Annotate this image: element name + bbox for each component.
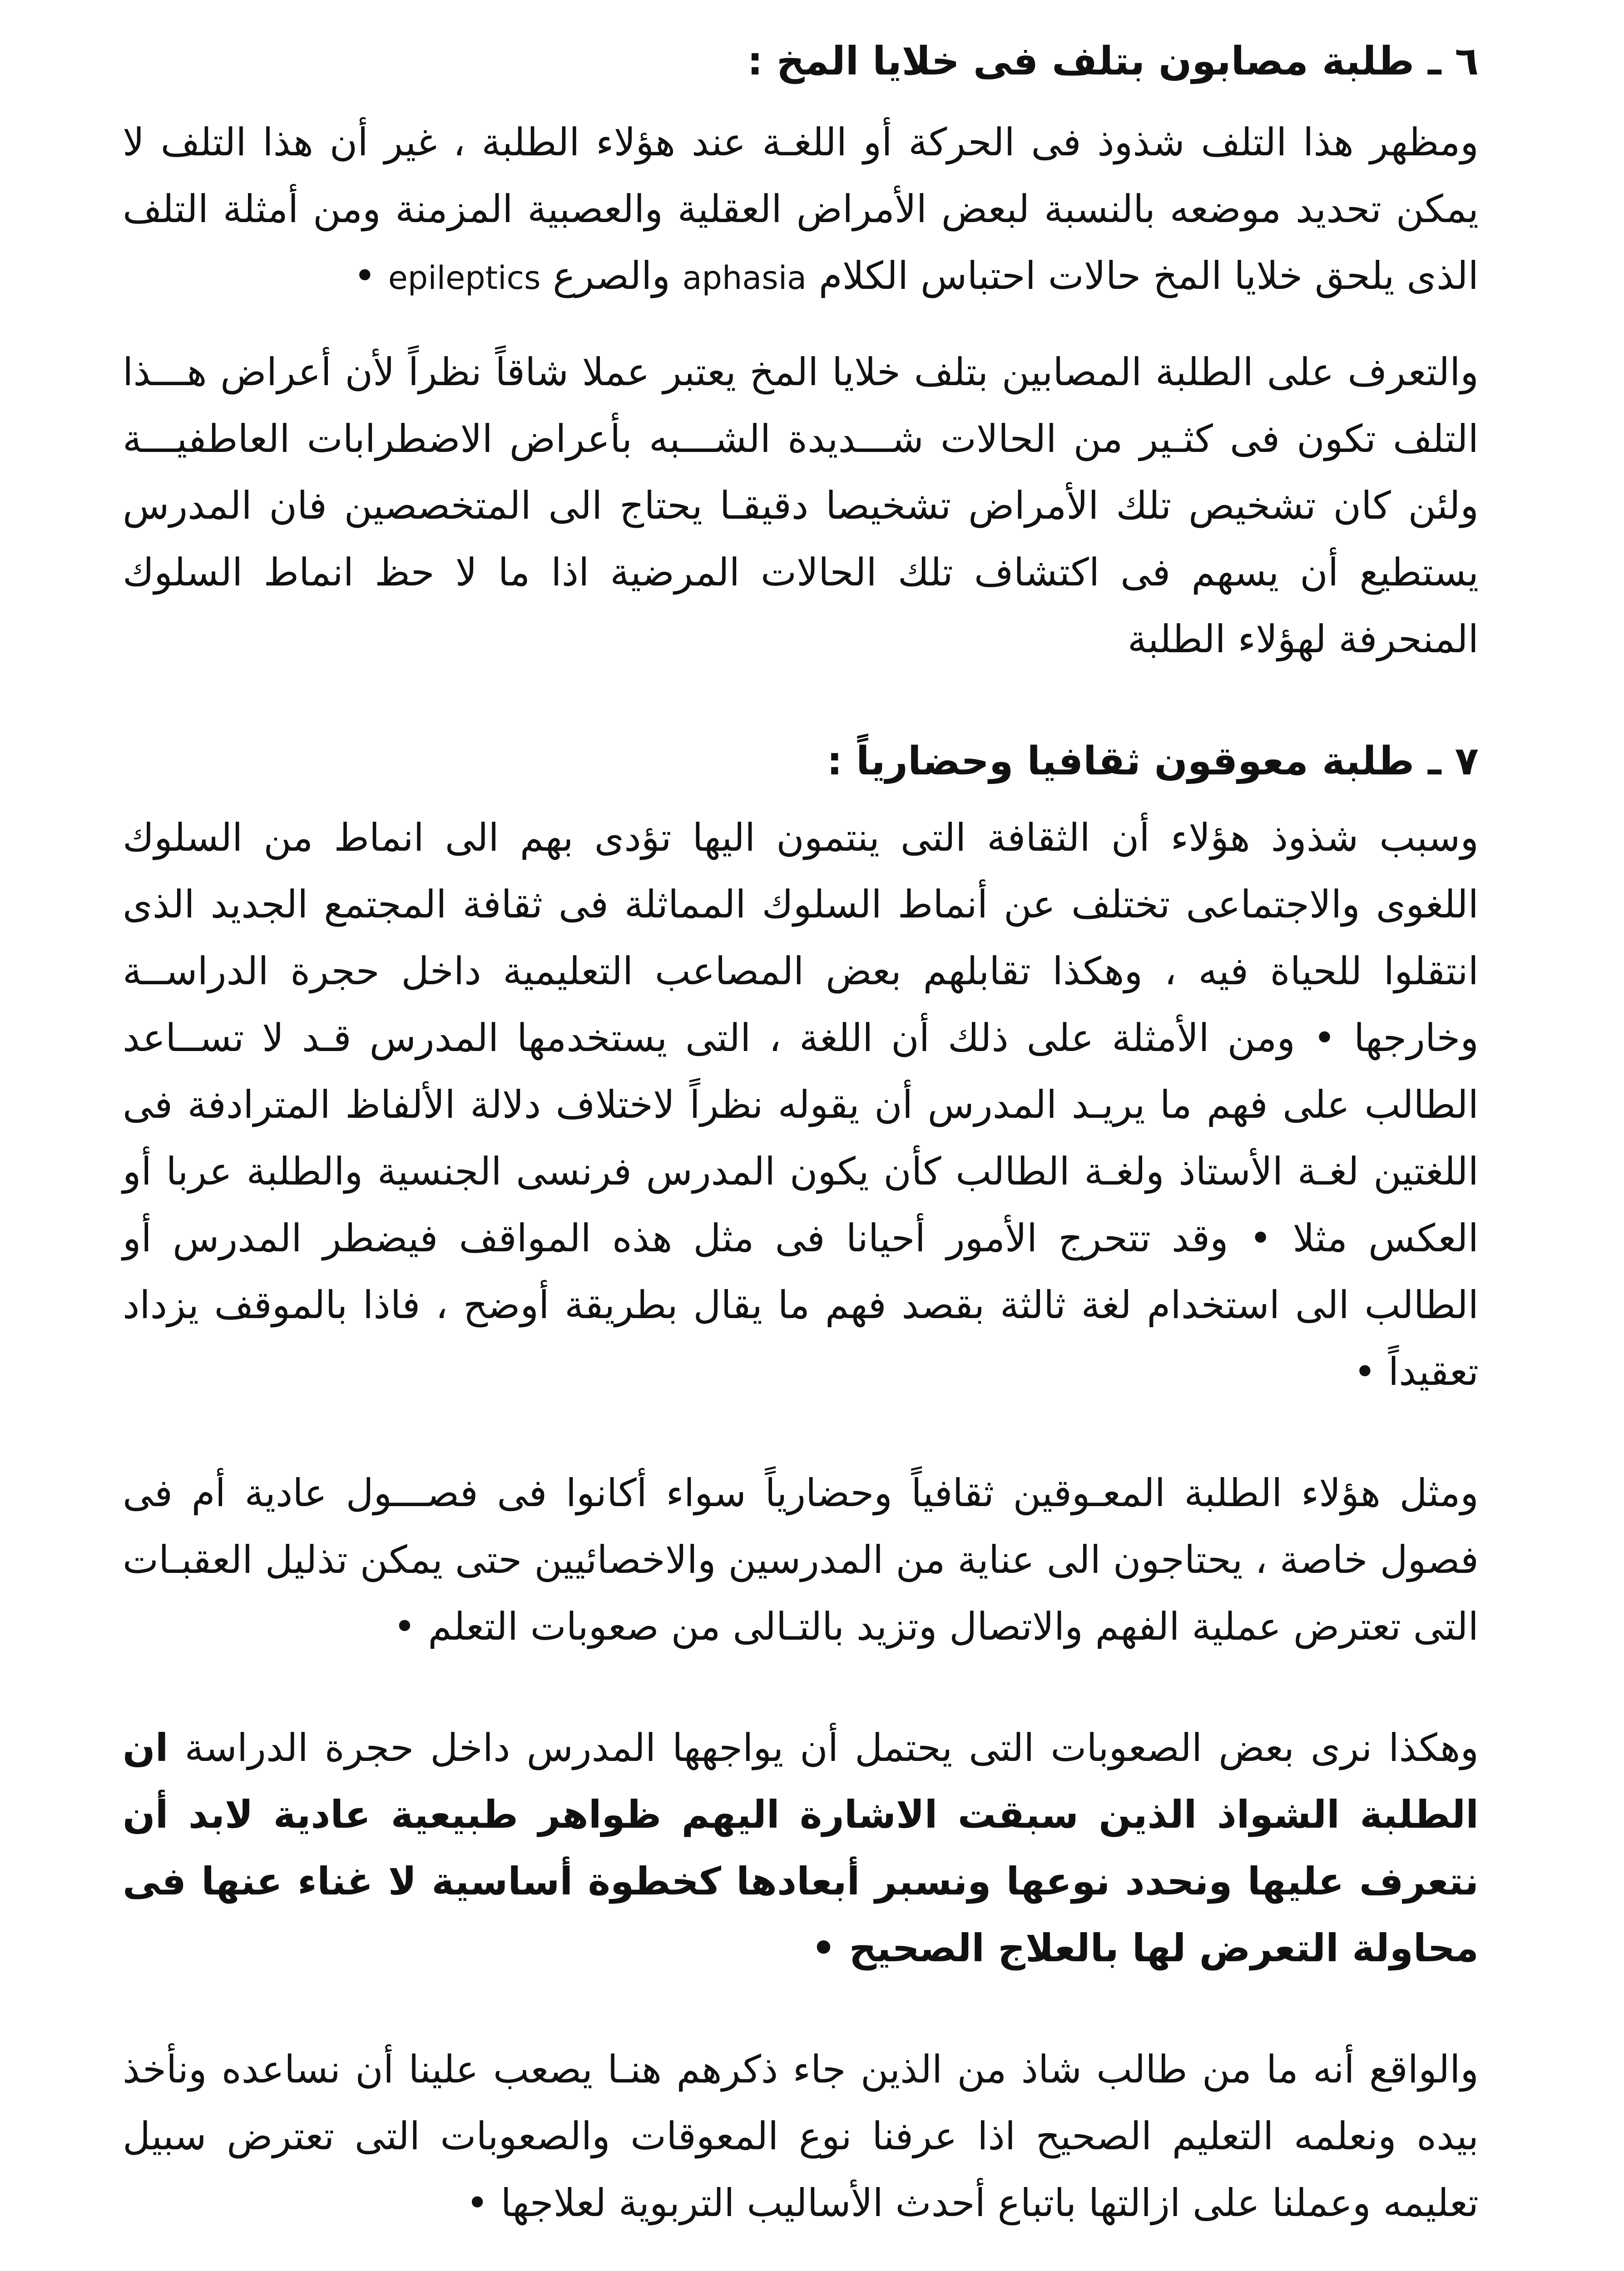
section-6-paragraph-1-end: •	[353, 253, 376, 298]
section-7-paragraph-3	[123, 1715, 1479, 1982]
section-6-heading: ٦ ـ طلبة مصابون بتلف فى خلايا المخ :	[747, 39, 1479, 84]
term-epileptics: epileptics	[388, 259, 541, 297]
section-7-paragraph-1: وسبب شذوذ هؤلاء أن الثقافة التى ينتمون اليها تؤدى بهم الى انماط من السلوك اللغوى والاجتماعى تختلف عن أنماط السلوك المماثلة فى ثقافة المجتمع الجديد الذى انتقلوا للحياة فيه ، وهكذا تقابلهم بعض المصاعب التعليمية داخل حجرة الدراســة وخارجها • ومن الأمثلة على ذلك أن اللغة ، التى يستخدمها المدرس قـد لا تســاعد الطالب على فهم ما يريـد المدرس أن يقوله نظراً لاختلاف دلالة الألفاظ المترادفة فى اللغتين لغـة الأستاذ ولغـة الطالب كأن يكون المدرس فرنسى الجنسية والطلبة عربا أو العكس مثلا • وقد تتحرج الأمور أحيانا فى مثل هذه المواقف فيضطر المدرس أو الطالب الى استخدام لغة ثالثة بقصد فهم ما يقال بطريقة أوضح ، فاذا بالموقف يزداد تعقيداً •	[123, 815, 1479, 1394]
section-7-paragraph-3-emphasis: ان الطلبة الشواذ الذين سبقت الاشارة اليهم ظواهر طبيعية عادية لابد أن نتعرف عليها ونحدد نوعها ونسبر أبعادها كخطوة أساسية لا غناء عنها فى محاولة التعرض لها بالعلاج الصحيح •	[123, 1726, 1479, 1970]
section-7-paragraph-4: والواقع أنه ما من طالب شاذ من الذين جاء ذكرهم هنـا يصعب علينا أن نساعده ونأخذ بيده ونعلمه التعليم الصحيح اذا عرفنا نوع المعوقات والصعوبات التى تعترض سبيل تعليمه وعملنا على ازالتها باتباع أحدث الأساليب التربوية لعلاجها •	[123, 2047, 1479, 2225]
term-aphasia: aphasia	[682, 259, 807, 297]
document-page	[123, 27, 1479, 2271]
section-7-heading: ٧ ـ طلبة معوقون ثقافيا وحضارياً :	[827, 739, 1479, 784]
section-6-paragraph-1	[123, 109, 1479, 312]
section-6-paragraph-1-text-a: ومظهر هذا التلف شذوذ فى الحركة أو اللغـة عند هؤلاء الطلبة ، غير أن هذا التلف لا يمكن تحديد موضعه بالنسبة لبعض الأمراض العقلية والعصبية المزمنة ومن أمثلة التلف الذى يلحق خلايا المخ حالات احتباس الكلام	[123, 120, 1479, 298]
section-7-paragraph-2: ومثل هؤلاء الطلبة المعـوقين ثقافياً وحضارياً سواء أكانوا فى فصـــول عادية أم فى فصول خاصة ، يحتاجون الى عناية من المدرسين والاخصائيين حتى يمكن تذليل العقبـات التى تعترض عملية الفهم والاتصال وتزيد بالتـالى من صعوبات التعلم •	[123, 1471, 1479, 1649]
section-6-paragraph-1-text-b: والصرع	[553, 253, 670, 298]
section-6-paragraph-2: والتعرف على الطلبة المصابين بتلف خلايا المخ يعتبر عملا شاقاً نظراً لأن أعراض هـــذا التلف تكون فى كثـير من الحالات شـــديدة الشـــبه بأعراض الاضطرابات العاطفيـــة ولئن كان تشخيص تلك الأمراض تشخيصا دقيقـا يحتاج الى المتخصصين فان المدرس يستطيع أن يسهم فى اكتشاف تلك الحالات المرضية اذا ما لا حظ انماط السلوك المنحرفة لهؤلاء الطلبة	[123, 350, 1479, 661]
section-7-paragraph-3-text: وهكذا نرى بعض الصعوبات التى يحتمل أن يواجهها المدرس داخل حجرة الدراسة	[184, 1726, 1479, 1770]
